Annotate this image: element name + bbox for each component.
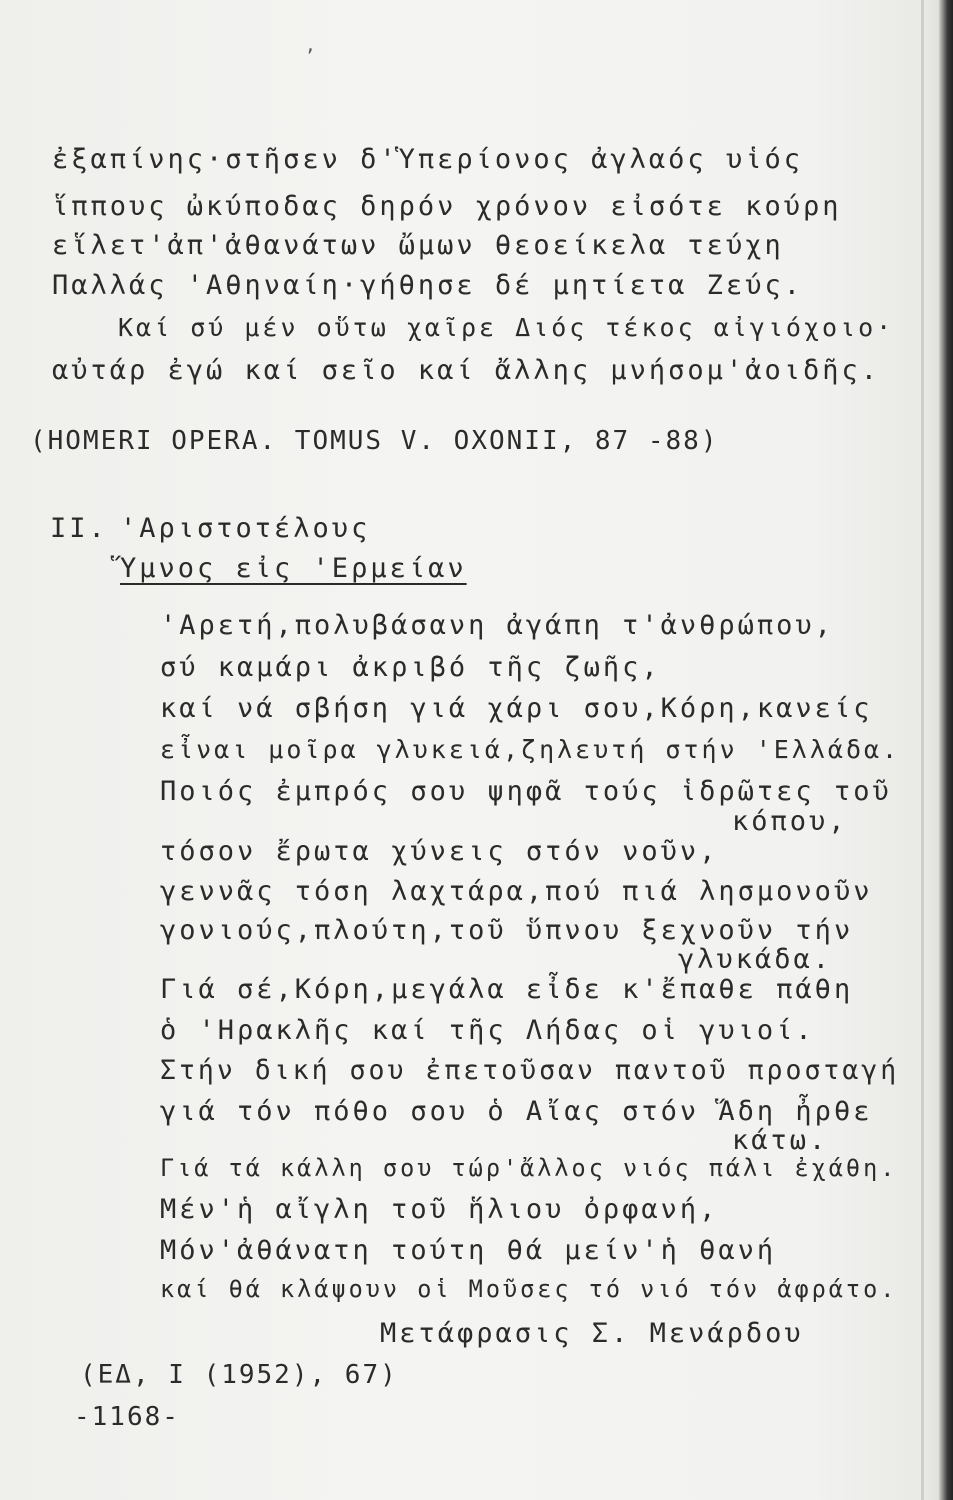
- poem-line-2: σύ καμάρι ἀκριβό τῆς ζωῆς,: [160, 652, 661, 683]
- homer-line-6: αὐτάρ ἐγώ καί σεῖο καί ἄλλης μνήσομ'ἀοιδῆς.: [52, 355, 880, 386]
- section-number: II.: [50, 513, 108, 544]
- poem-line-15: Μόν'ἀθάνατη τούτη θά μείν'ἡ θανή: [160, 1235, 777, 1266]
- homer-line-2: ἵππους ὠκύποδας δηρόν χρόνον εἰσότε κούρη: [52, 191, 842, 222]
- poem-line-8-continuation: γλυκάδα.: [678, 944, 833, 975]
- poem-line-4: εἶναι μοῖρα γλυκειά,ζηλευτή στήν 'Ελλάδα.: [160, 735, 901, 764]
- poem-line-13: Γιά τά κάλλη σου τώρ'ἄλλος νιός πάλι ἐχάθη.: [160, 1154, 898, 1182]
- poem-line-8: γονιούς,πλούτη,τοῦ ὕπνου ξεχνοῦν τήν: [160, 915, 854, 946]
- page-edge-shadow: [939, 0, 953, 1500]
- poem-line-16: καί θά κλάψουν οἱ Μοῦσες τό νιό τόν ἀφράτο.: [160, 1275, 898, 1303]
- section-title: Ὕμνος εἰς 'Ερμείαν: [120, 553, 467, 584]
- homer-line-4: Παλλάς 'Αθηναίη·γήθησε δέ μητίετα Ζεύς.: [52, 270, 803, 301]
- page-fold-line: [921, 0, 924, 1500]
- homer-line-1: ἐξαπίνης·στῆσεν δ'Ὑπερίονος ἀγλαός υἱός: [52, 144, 803, 175]
- translator-credit: Μετάφρασις Σ. Μενάρδου: [380, 1318, 804, 1349]
- poem-line-5: Ποιός ἐμπρός σου ψηφᾶ τούς ἱδρῶτες τοῦ: [160, 776, 892, 807]
- poem-line-1: 'Αρετή,πολυβάσανη ἀγάπη τ'ἀνθρώπου,: [160, 610, 834, 641]
- poem-line-12-continuation: κάτω.: [732, 1125, 829, 1156]
- homer-reference: (HOMERI OPERA. TOMUS V. OXONII, 87 -88): [30, 426, 719, 456]
- poem-line-5-continuation: κόπου,: [732, 806, 848, 837]
- poem-line-12: γιά τόν πόθο σου ὁ Αἴας στόν Ἅδη ἦρθε: [160, 1096, 873, 1127]
- homer-line-5: Καί σύ μέν οὕτω χαῖρε Διός τέκος αἰγιόχοιο·: [118, 313, 895, 342]
- page-number: -1168-: [74, 1402, 180, 1432]
- stray-mark: ,: [305, 35, 316, 56]
- poem-line-9: Γιά σέ,Κόρη,μεγάλα εἶδε κ'ἔπαθε πάθη: [160, 974, 854, 1005]
- poem-line-7: γεννᾶς τόση λαχτάρα,πού πιά λησμονοῦν: [160, 876, 873, 907]
- poem-line-14: Μέν'ἡ αἴγλη τοῦ ἥλιου ὀρφανή,: [160, 1194, 719, 1225]
- source-reference: (ΕΔ, I (1952), 67): [80, 1360, 398, 1390]
- section-author: 'Αριστοτέλους: [120, 513, 371, 544]
- poem-line-11: Στήν δική σου ἐπετοῦσαν παντοῦ προσταγή: [160, 1055, 900, 1086]
- poem-line-10: ὁ 'Ηρακλῆς καί τῆς Λήδας οἱ γυιοί.: [160, 1015, 815, 1046]
- homer-line-3: εἵλετ'ἀπ'ἀθανάτων ὤμων θεοείκελα τεύχη: [52, 230, 784, 261]
- poem-line-6: τόσον ἔρωτα χύνεις στόν νοῦν,: [160, 836, 719, 867]
- poem-line-3: καί νά σβήση γιά χάρι σου,Κόρη,κανείς: [160, 693, 873, 724]
